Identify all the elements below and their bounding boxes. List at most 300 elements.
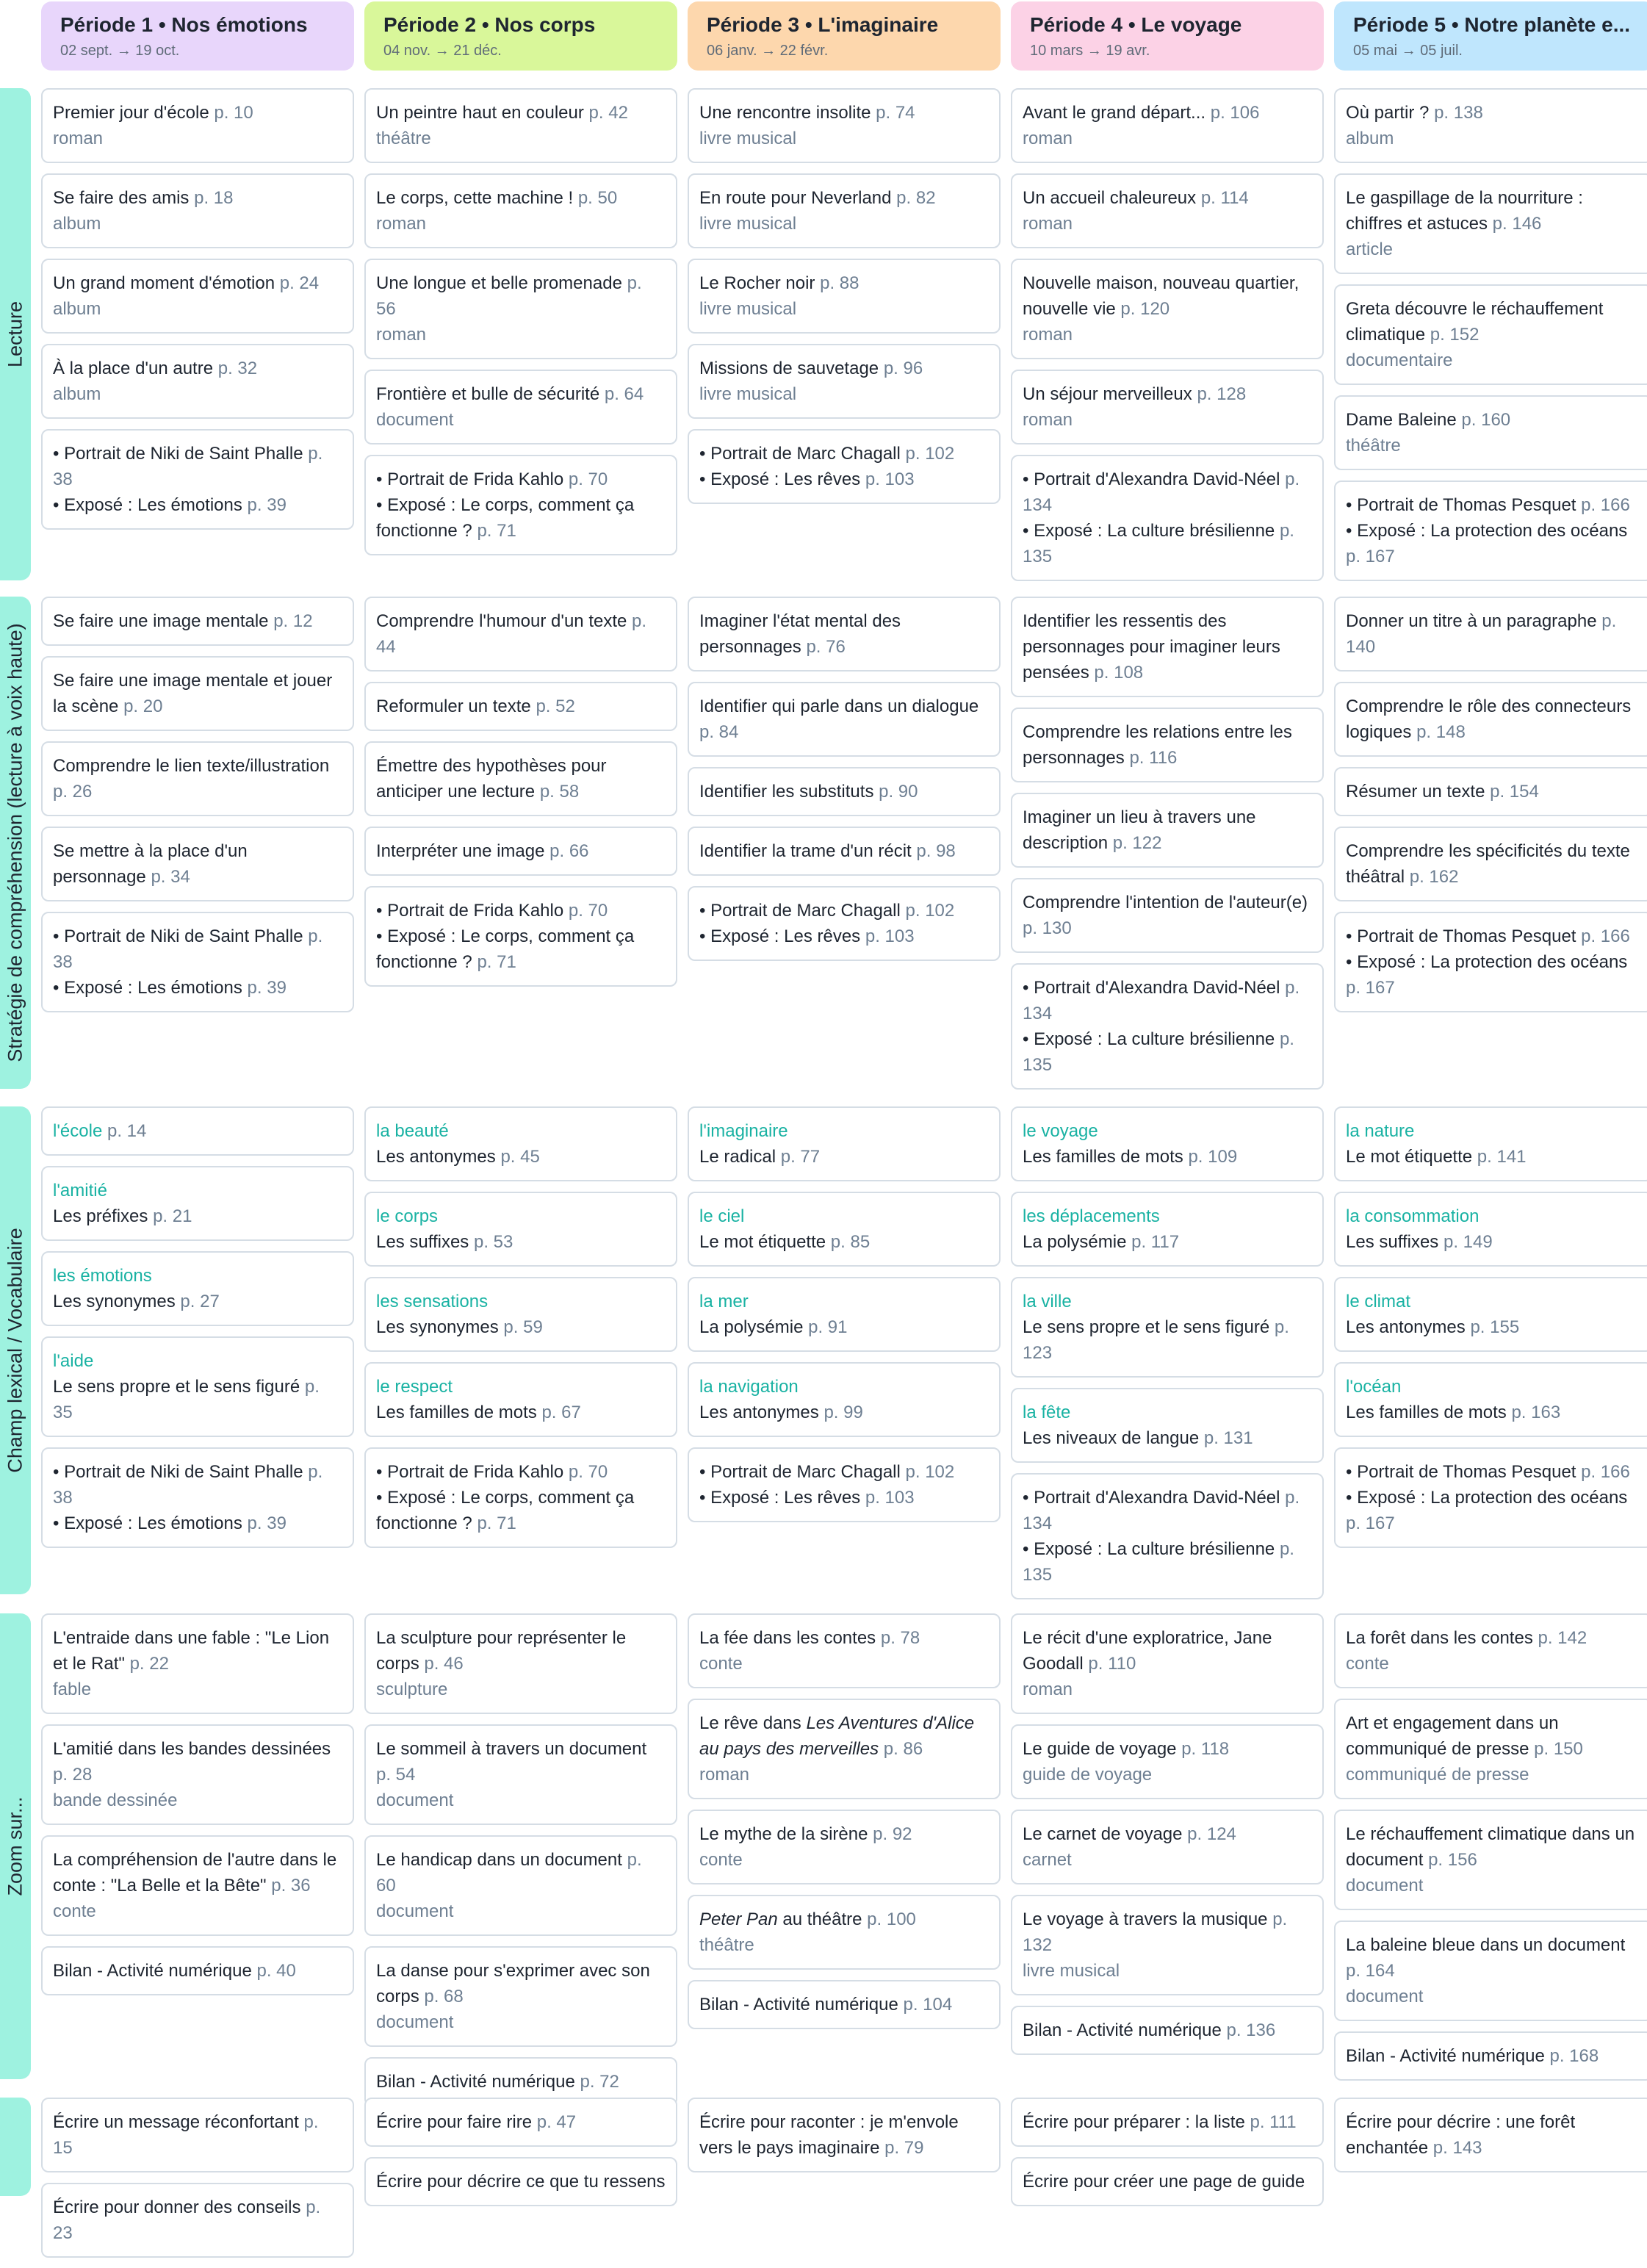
lesson-card[interactable] — [1334, 1192, 1647, 1267]
card-text: • Exposé : La culture brésilienne — [1023, 1539, 1275, 1559]
cell-row1-period2 — [364, 88, 677, 566]
lesson-card[interactable] — [364, 597, 677, 672]
page-ref: p. 134 — [1023, 469, 1300, 515]
lesson-card[interactable] — [1334, 173, 1647, 274]
cell-row3-period5 — [1334, 1106, 1647, 1558]
period-title: Période 3 • L'imaginaire — [707, 13, 939, 36]
card-text: • Portrait de Niki de Saint Phalle — [53, 1462, 303, 1482]
lesson-card[interactable] — [688, 1447, 1001, 1522]
lesson-card[interactable] — [1011, 963, 1324, 1090]
lesson-card[interactable] — [41, 2098, 354, 2172]
lesson-card[interactable] — [41, 1613, 354, 1714]
page-ref: p. 70 — [568, 901, 608, 921]
lesson-card[interactable] — [688, 88, 1001, 163]
page-ref: p. 77 — [780, 1147, 821, 1167]
card-bullet-line — [1346, 1485, 1641, 1536]
genre-label: livre musical — [1023, 1961, 1120, 1981]
card-text: • Portrait de Thomas Pesquet — [1346, 495, 1576, 515]
genre-label: bande dessinée — [53, 1790, 178, 1810]
cell-row5-period2 — [364, 2098, 677, 2217]
lesson-card[interactable] — [41, 259, 354, 334]
page-ref: p. 150 — [1534, 1739, 1583, 1759]
card-text: Comprendre le rôle des connecteurs logiques — [1346, 696, 1632, 742]
lesson-card[interactable] — [1011, 173, 1324, 248]
lesson-card[interactable] — [41, 1336, 354, 1437]
lesson-card[interactable] — [1334, 1613, 1647, 1688]
lesson-card[interactable] — [688, 1895, 1001, 1970]
page-ref: p. 116 — [1129, 748, 1178, 768]
page-ref: p. 167 — [1346, 978, 1395, 998]
lesson-card[interactable] — [1011, 455, 1324, 581]
page-ref: p. 88 — [820, 273, 859, 293]
card-text: • Portrait de Niki de Saint Phalle — [53, 926, 303, 946]
genre-label: livre musical — [699, 129, 797, 148]
card-text: Écrire pour raconter : je m'envole vers le pays imaginaire — [699, 2112, 959, 2158]
lesson-card[interactable] — [364, 1447, 677, 1548]
page-ref: p. 38 — [53, 444, 323, 489]
lesson-card[interactable] — [41, 1106, 354, 1156]
page-ref: p. 86 — [883, 1739, 923, 1759]
card-text: Identifier la trame d'un récit — [699, 841, 912, 861]
card-text: Reformuler un texte — [376, 696, 531, 716]
card-text: Comprendre les spécificités du texte théâtral — [1346, 841, 1630, 887]
card-text: L'amitié dans les bandes dessinées — [53, 1739, 331, 1759]
card-text: Avant le grand départ... — [1023, 103, 1206, 123]
cell-row5-period4 — [1011, 2098, 1324, 2217]
card-text: Le réchauffement climatique dans un document — [1346, 1824, 1635, 1870]
card-text: Imaginer l'état mental des personnages — [699, 611, 901, 657]
page-ref: p. 140 — [1346, 611, 1617, 657]
card-text: Donner un titre à un paragraphe — [1346, 611, 1597, 631]
card-text: Comprendre le lien texte/illustration — [53, 756, 330, 776]
page-ref: p. 114 — [1200, 188, 1249, 208]
page-ref: p. 60 — [376, 1850, 642, 1896]
page-ref: p. 64 — [604, 384, 644, 404]
page-ref: p. 167 — [1346, 1513, 1395, 1533]
page-ref: p. 14 — [107, 1121, 147, 1141]
genre-label: document — [376, 410, 454, 430]
row-label-3 — [0, 1106, 31, 1594]
cell-row2-period2 — [364, 597, 677, 997]
card-text: Un grand moment d'émotion — [53, 273, 275, 293]
lesson-card[interactable] — [41, 344, 354, 419]
lesson-card[interactable] — [364, 2157, 677, 2206]
page-ref: p. 138 — [1434, 103, 1483, 123]
cell-row3-period3 — [688, 1106, 1001, 1533]
genre-label: sculpture — [376, 1680, 448, 1699]
card-bullet-line — [1023, 518, 1312, 569]
card-text: Premier jour d'école — [53, 103, 209, 123]
card-text: Se faire des amis — [53, 188, 190, 208]
lesson-card[interactable] — [1011, 1192, 1324, 1267]
lesson-card[interactable] — [1334, 1106, 1647, 1181]
lesson-card[interactable] — [364, 1277, 677, 1352]
page-ref: p. 38 — [53, 926, 323, 972]
page-ref: p. 124 — [1187, 1824, 1236, 1844]
card-text: • Portrait de Marc Chagall — [699, 1462, 901, 1482]
card-text: Un peintre haut en couleur — [376, 103, 584, 123]
lesson-card[interactable] — [364, 173, 677, 248]
cell-row4-period1 — [41, 1613, 354, 2006]
lesson-card[interactable] — [688, 682, 1001, 757]
lesson-card[interactable] — [1011, 1895, 1324, 1995]
card-text: Le corps, cette machine ! — [376, 188, 574, 208]
lesson-card[interactable] — [688, 597, 1001, 672]
period-dates: 05 mai → 05 juil. — [1353, 43, 1463, 59]
card-bullet-line — [1346, 1459, 1641, 1485]
lesson-card[interactable] — [688, 1362, 1001, 1437]
page-ref: p. 39 — [247, 495, 286, 515]
genre-label: documentaire — [1346, 350, 1453, 370]
lesson-card[interactable] — [364, 2098, 677, 2147]
lesson-card[interactable] — [1334, 767, 1647, 816]
card-bullet-line — [1023, 467, 1312, 518]
card-bullet-line — [376, 924, 666, 975]
row-label-2 — [0, 597, 31, 1089]
card-text: Les familles de mots — [1346, 1403, 1507, 1422]
card-text: • Exposé : La protection des océans — [1346, 1488, 1628, 1508]
card-text: • Exposé : La culture brésilienne — [1023, 521, 1275, 541]
lesson-card[interactable] — [688, 1699, 1001, 1799]
lesson-card[interactable] — [41, 1251, 354, 1326]
page-ref: p. 141 — [1477, 1147, 1527, 1167]
lesson-card[interactable] — [1334, 682, 1647, 757]
lesson-card[interactable] — [41, 912, 354, 1012]
card-bullet-line — [699, 898, 989, 924]
card-text: • Exposé : Les émotions — [53, 978, 242, 998]
card-text: Les antonymes — [699, 1403, 819, 1422]
keyword: la nature — [1346, 1121, 1415, 1141]
lesson-card[interactable] — [364, 682, 677, 731]
page-ref: p. 166 — [1581, 926, 1630, 946]
lesson-card[interactable] — [1334, 597, 1647, 672]
lesson-card[interactable] — [1011, 1613, 1324, 1714]
card-text: Le radical — [699, 1147, 776, 1167]
card-text: Se faire une image mentale — [53, 611, 269, 631]
card-text: Écrire pour préparer : la liste — [1023, 2112, 1245, 2132]
genre-label: roman — [376, 214, 427, 234]
genre-label: roman — [1023, 325, 1073, 345]
card-text: Le rêve dans — [699, 1713, 801, 1733]
keyword: l'amitié — [53, 1181, 107, 1200]
cell-row5-period5 — [1334, 2098, 1647, 2183]
lesson-card[interactable] — [688, 886, 1001, 961]
lesson-card[interactable] — [41, 1166, 354, 1241]
lesson-card[interactable] — [688, 344, 1001, 419]
card-text: Art et engagement dans un communiqué de presse — [1346, 1713, 1559, 1759]
lesson-card[interactable] — [364, 886, 677, 987]
lesson-card[interactable] — [41, 1447, 354, 1548]
card-text: L'entraide dans une fable : "Le Lion et le Rat" — [53, 1628, 330, 1674]
row-label-text: Stratégie de compréhension (lecture à voix haute) — [4, 623, 26, 1062]
page-ref: p. 96 — [883, 359, 923, 378]
lesson-card[interactable] — [1334, 395, 1647, 470]
lesson-card[interactable] — [1011, 1106, 1324, 1181]
lesson-card[interactable] — [1011, 2006, 1324, 2055]
lesson-card[interactable] — [1334, 2031, 1647, 2081]
page-ref: p. 99 — [824, 1403, 863, 1422]
page-ref: p. 76 — [806, 637, 846, 657]
lesson-card[interactable] — [364, 1613, 677, 1714]
page-ref: p. 84 — [699, 722, 739, 742]
genre-label: album — [53, 384, 101, 404]
card-text: Le mythe de la sirène — [699, 1824, 868, 1844]
period-header-3[interactable] — [688, 1, 1001, 71]
lesson-card[interactable] — [688, 1106, 1001, 1181]
lesson-card[interactable] — [364, 455, 677, 555]
lesson-card[interactable] — [1011, 370, 1324, 444]
lesson-card[interactable] — [364, 1835, 677, 1936]
lesson-card[interactable] — [364, 1362, 677, 1437]
lesson-card[interactable] — [688, 2098, 1001, 2172]
lesson-card[interactable] — [1011, 1724, 1324, 1799]
lesson-card[interactable] — [364, 1192, 677, 1267]
lesson-card[interactable] — [41, 1835, 354, 1936]
page-ref: p. 18 — [194, 188, 234, 208]
card-bullet-line — [53, 924, 342, 975]
page-ref: p. 134 — [1023, 1488, 1300, 1533]
keyword: la navigation — [699, 1377, 799, 1397]
card-text: • Exposé : Les rêves — [699, 1488, 861, 1508]
card-text: Les antonymes — [376, 1147, 496, 1167]
page-ref: p. 82 — [896, 188, 936, 208]
lesson-card[interactable] — [41, 597, 354, 646]
genre-label: document — [376, 2012, 454, 2032]
page-ref: p. 118 — [1181, 1739, 1230, 1759]
page-ref: p. 70 — [568, 469, 608, 489]
lesson-card[interactable] — [364, 741, 677, 816]
lesson-card[interactable] — [688, 173, 1001, 248]
lesson-card[interactable] — [688, 1980, 1001, 2029]
card-text: Écrire pour décrire ce que tu ressens — [376, 2172, 666, 2192]
period-dates: 04 nov. → 21 déc. — [383, 43, 502, 59]
page-ref: p. 58 — [539, 782, 580, 802]
genre-label: document — [1346, 1987, 1424, 2006]
lesson-card[interactable] — [364, 1724, 677, 1825]
lesson-card[interactable] — [1011, 1810, 1324, 1884]
lesson-card[interactable] — [688, 259, 1001, 334]
card-bullet-line — [699, 1459, 989, 1485]
lesson-card[interactable] — [41, 1946, 354, 1995]
lesson-card[interactable] — [1011, 1473, 1324, 1599]
lesson-card[interactable] — [41, 2183, 354, 2258]
card-bullet-line — [1023, 1485, 1312, 1536]
card-text: Les préfixes — [53, 1206, 148, 1226]
lesson-card[interactable] — [364, 259, 677, 359]
genre-label: théâtre — [376, 129, 431, 148]
lesson-card[interactable] — [1334, 1699, 1647, 1799]
lesson-card[interactable] — [41, 1724, 354, 1825]
cell-row5-period3 — [688, 2098, 1001, 2183]
genre-label: album — [53, 299, 101, 319]
card-text: Se faire une image mentale et jouer la scène — [53, 671, 333, 716]
card-bullet-line — [1346, 518, 1641, 569]
card-text: • Portrait de Thomas Pesquet — [1346, 926, 1576, 946]
page-ref: p. 56 — [376, 273, 642, 319]
lesson-card[interactable] — [1011, 1388, 1324, 1463]
lesson-card[interactable] — [1334, 1277, 1647, 1352]
cell-row3-period1 — [41, 1106, 354, 1558]
lesson-card[interactable] — [688, 767, 1001, 816]
page-ref: p. 22 — [129, 1654, 169, 1674]
lesson-card[interactable] — [688, 827, 1001, 876]
genre-label: document — [1346, 1876, 1424, 1896]
genre-label: roman — [1023, 1680, 1073, 1699]
page-ref: p. 71 — [477, 952, 516, 972]
page-ref: p. 44 — [376, 611, 647, 657]
keyword: le climat — [1346, 1292, 1411, 1311]
page-ref: p. 135 — [1023, 1029, 1294, 1075]
lesson-card[interactable] — [1334, 88, 1647, 163]
page-ref: p. 59 — [503, 1317, 543, 1337]
card-bullet-line — [53, 1511, 342, 1536]
page-ref: p. 36 — [271, 1876, 311, 1896]
lesson-card[interactable] — [1334, 1362, 1647, 1437]
card-text: • Exposé : La protection des océans — [1346, 952, 1628, 972]
page-ref: p. 128 — [1197, 384, 1247, 404]
page-ref: p. 70 — [568, 1462, 608, 1482]
card-bullet-line — [1023, 1536, 1312, 1588]
card-text: Écrire pour décrire : une forêt enchantée — [1346, 2112, 1576, 2158]
page-ref: p. 103 — [865, 926, 915, 946]
lesson-card[interactable] — [1011, 793, 1324, 868]
page-ref: p. 39 — [247, 1513, 286, 1533]
card-text: Les familles de mots — [1023, 1147, 1183, 1167]
lesson-card[interactable] — [364, 1946, 677, 2047]
card-text: Résumer un texte — [1346, 782, 1485, 802]
page-ref: p. 42 — [588, 103, 628, 123]
cell-row5-period1 — [41, 2098, 354, 2268]
lesson-card[interactable] — [1011, 88, 1324, 163]
lesson-card[interactable] — [1334, 912, 1647, 1012]
lesson-card[interactable] — [688, 429, 1001, 504]
lesson-card[interactable] — [1011, 878, 1324, 953]
lesson-card[interactable] — [1011, 259, 1324, 359]
card-text: • Exposé : La protection des océans — [1346, 521, 1628, 541]
page-ref: p. 136 — [1226, 2020, 1276, 2040]
card-text: Un séjour merveilleux — [1023, 384, 1192, 404]
lesson-card[interactable] — [1334, 827, 1647, 901]
lesson-card[interactable] — [41, 429, 354, 530]
page-ref: p. 156 — [1428, 1850, 1477, 1870]
genre-label: conte — [699, 1654, 743, 1674]
genre-label: livre musical — [699, 214, 797, 234]
lesson-card[interactable] — [1334, 480, 1647, 581]
genre-label: document — [376, 1790, 454, 1810]
genre-label: livre musical — [699, 384, 797, 404]
page-ref: p. 90 — [879, 782, 918, 802]
page-ref: p. 102 — [905, 444, 955, 464]
page-ref: p. 130 — [1023, 918, 1072, 938]
lesson-card[interactable] — [41, 88, 354, 163]
page-ref: p. 46 — [424, 1654, 464, 1674]
lesson-card[interactable] — [41, 173, 354, 248]
page-ref: p. 47 — [536, 2112, 577, 2132]
card-text: Les synonymes — [376, 1317, 499, 1337]
lesson-card[interactable] — [1334, 1810, 1647, 1910]
period-header-5[interactable] — [1334, 1, 1647, 71]
keyword: le respect — [376, 1377, 453, 1397]
lesson-card[interactable] — [1334, 284, 1647, 385]
card-text: • Portrait de Frida Kahlo — [376, 901, 564, 921]
card-bullet-line — [1346, 492, 1641, 518]
lesson-card[interactable] — [1334, 1447, 1647, 1548]
genre-label: conte — [1346, 1654, 1389, 1674]
page-ref: p. 134 — [1023, 978, 1300, 1023]
keyword: les émotions — [53, 1266, 152, 1286]
lesson-card[interactable] — [41, 656, 354, 731]
card-text: Les niveaux de langue — [1023, 1428, 1200, 1448]
lesson-card[interactable] — [364, 827, 677, 876]
lesson-card[interactable] — [41, 741, 354, 816]
card-text: Les suffixes — [1346, 1232, 1439, 1252]
lesson-card[interactable] — [688, 1192, 1001, 1267]
page-ref: p. 10 — [214, 103, 253, 123]
period-dates: 06 janv. → 22 févr. — [707, 43, 829, 59]
page-ref: p. 164 — [1346, 1961, 1395, 1981]
genre-label: album — [1346, 129, 1394, 148]
card-bullet-line — [376, 467, 666, 492]
genre-label: carnet — [1023, 1850, 1072, 1870]
lesson-card[interactable] — [1334, 2098, 1647, 2172]
keyword: l'océan — [1346, 1377, 1402, 1397]
card-text: La forêt dans les contes — [1346, 1628, 1533, 1648]
lesson-card[interactable] — [1011, 1277, 1324, 1378]
period-header-4[interactable] — [1011, 1, 1324, 71]
card-text: La danse pour s'exprimer avec son corps — [376, 1961, 650, 2006]
lesson-card[interactable] — [688, 1277, 1001, 1352]
page-ref: p. 100 — [867, 1909, 916, 1929]
card-text: La compréhension de l'autre dans le conte : "La Belle et la Bête" — [53, 1850, 337, 1896]
page-ref: p. 135 — [1023, 521, 1294, 566]
lesson-card[interactable] — [1334, 1920, 1647, 2021]
page-ref: p. 12 — [273, 611, 313, 631]
lesson-card[interactable] — [1011, 708, 1324, 782]
card-text: • Portrait de Frida Kahlo — [376, 1462, 564, 1482]
lesson-card[interactable] — [1011, 2098, 1324, 2147]
card-text: • Portrait de Thomas Pesquet — [1346, 1462, 1576, 1482]
card-text: Nouvelle maison, nouveau quartier, nouvelle vie — [1023, 273, 1300, 319]
lesson-card[interactable] — [364, 1106, 677, 1181]
lesson-card[interactable] — [1011, 2157, 1324, 2206]
genre-label: roman — [1023, 410, 1073, 430]
lesson-card[interactable] — [688, 1613, 1001, 1688]
page-ref: p. 27 — [180, 1292, 220, 1311]
keyword: l'aide — [53, 1351, 94, 1371]
page-ref: p. 146 — [1492, 214, 1542, 234]
lesson-card[interactable] — [688, 1810, 1001, 1884]
cell-row4-period4 — [1011, 1613, 1324, 2065]
page-ref: p. 131 — [1203, 1428, 1253, 1448]
card-text: • Portrait d'Alexandra David-Néel — [1023, 469, 1280, 489]
card-text: Écrire pour donner des conseils — [53, 2197, 301, 2217]
page-ref: p. 132 — [1023, 1909, 1288, 1955]
keyword: l'imaginaire — [699, 1121, 788, 1141]
genre-label: article — [1346, 240, 1394, 259]
lesson-card[interactable] — [364, 370, 677, 444]
card-text: Comprendre l'intention de l'auteur(e) — [1023, 893, 1308, 912]
period-header-2[interactable] — [364, 1, 677, 71]
card-text: Bilan - Activité numérique — [1023, 2020, 1222, 2040]
card-text: La baleine bleue dans un document — [1346, 1935, 1626, 1955]
period-header-1[interactable] — [41, 1, 354, 71]
page-ref: p. 142 — [1538, 1628, 1587, 1648]
lesson-card[interactable] — [41, 827, 354, 901]
genre-label: livre musical — [699, 299, 797, 319]
lesson-card[interactable] — [1011, 597, 1324, 697]
lesson-card[interactable] — [364, 88, 677, 163]
page-ref: p. 92 — [873, 1824, 912, 1844]
